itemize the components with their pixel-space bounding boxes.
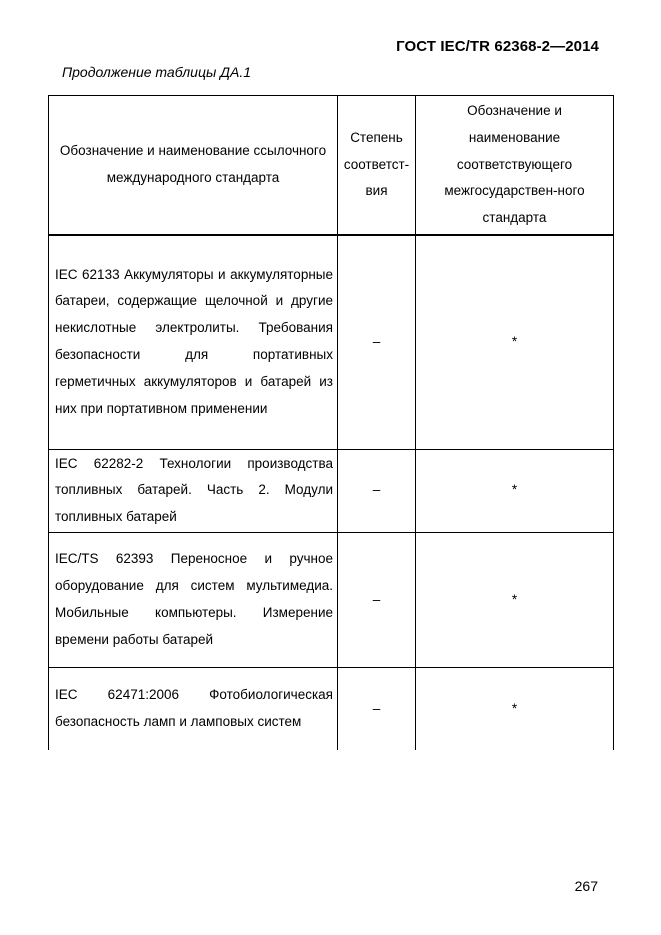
column-header-degree	[338, 96, 416, 236]
standard-name-cell: IEC 62133 Аккумуляторы и аккумуляторные батареи, содержащие щелочной и другие некислотные электролиты. Требования безопасности для портативных герметичных аккумуляторов и батарей из них при портативном применении	[49, 235, 338, 449]
degree-cell: –	[338, 668, 416, 750]
table-header-row	[49, 96, 614, 236]
table-row	[49, 449, 614, 533]
column-header-label: Степень соответст-вия	[343, 129, 410, 199]
degree-cell: –	[338, 449, 416, 533]
column-header-interstate-standard	[416, 96, 614, 236]
standard-name-cell: IEC 62282-2 Технологии производства топливных батарей. Часть 2. Модули топливных батарей	[49, 449, 338, 533]
column-header-label: Обозначение и наименование соответствующего межгосударствен-ного стандарта	[444, 103, 585, 226]
document-code: ГОСТ IEC/TR 62368-2—2014	[396, 38, 599, 55]
column-header-label: Обозначение и наименование ссылочного международного стандарта	[59, 143, 327, 185]
table-row	[49, 235, 614, 449]
standards-table	[48, 95, 614, 750]
interstate-standard-cell: *	[416, 235, 614, 449]
table-row	[49, 668, 614, 750]
interstate-standard-cell: *	[416, 449, 614, 533]
interstate-standard-cell: *	[416, 533, 614, 668]
table-row	[49, 533, 614, 668]
page-number: 267	[574, 878, 598, 894]
interstate-standard-cell: *	[416, 668, 614, 750]
table-caption: Продолжение таблицы ДА.1	[62, 64, 252, 80]
standard-name-cell: IEC 62471:2006 Фотобиологическая безопасность ламп и ламповых систем	[49, 668, 338, 750]
standard-name-cell: IEC/TS 62393 Переносное и ручное оборудование для систем мультимедиа. Мобильные компьютеры. Измерение времени работы батарей	[49, 533, 338, 668]
degree-cell: –	[338, 533, 416, 668]
column-header-international-standard	[49, 96, 338, 236]
degree-cell: –	[338, 235, 416, 449]
